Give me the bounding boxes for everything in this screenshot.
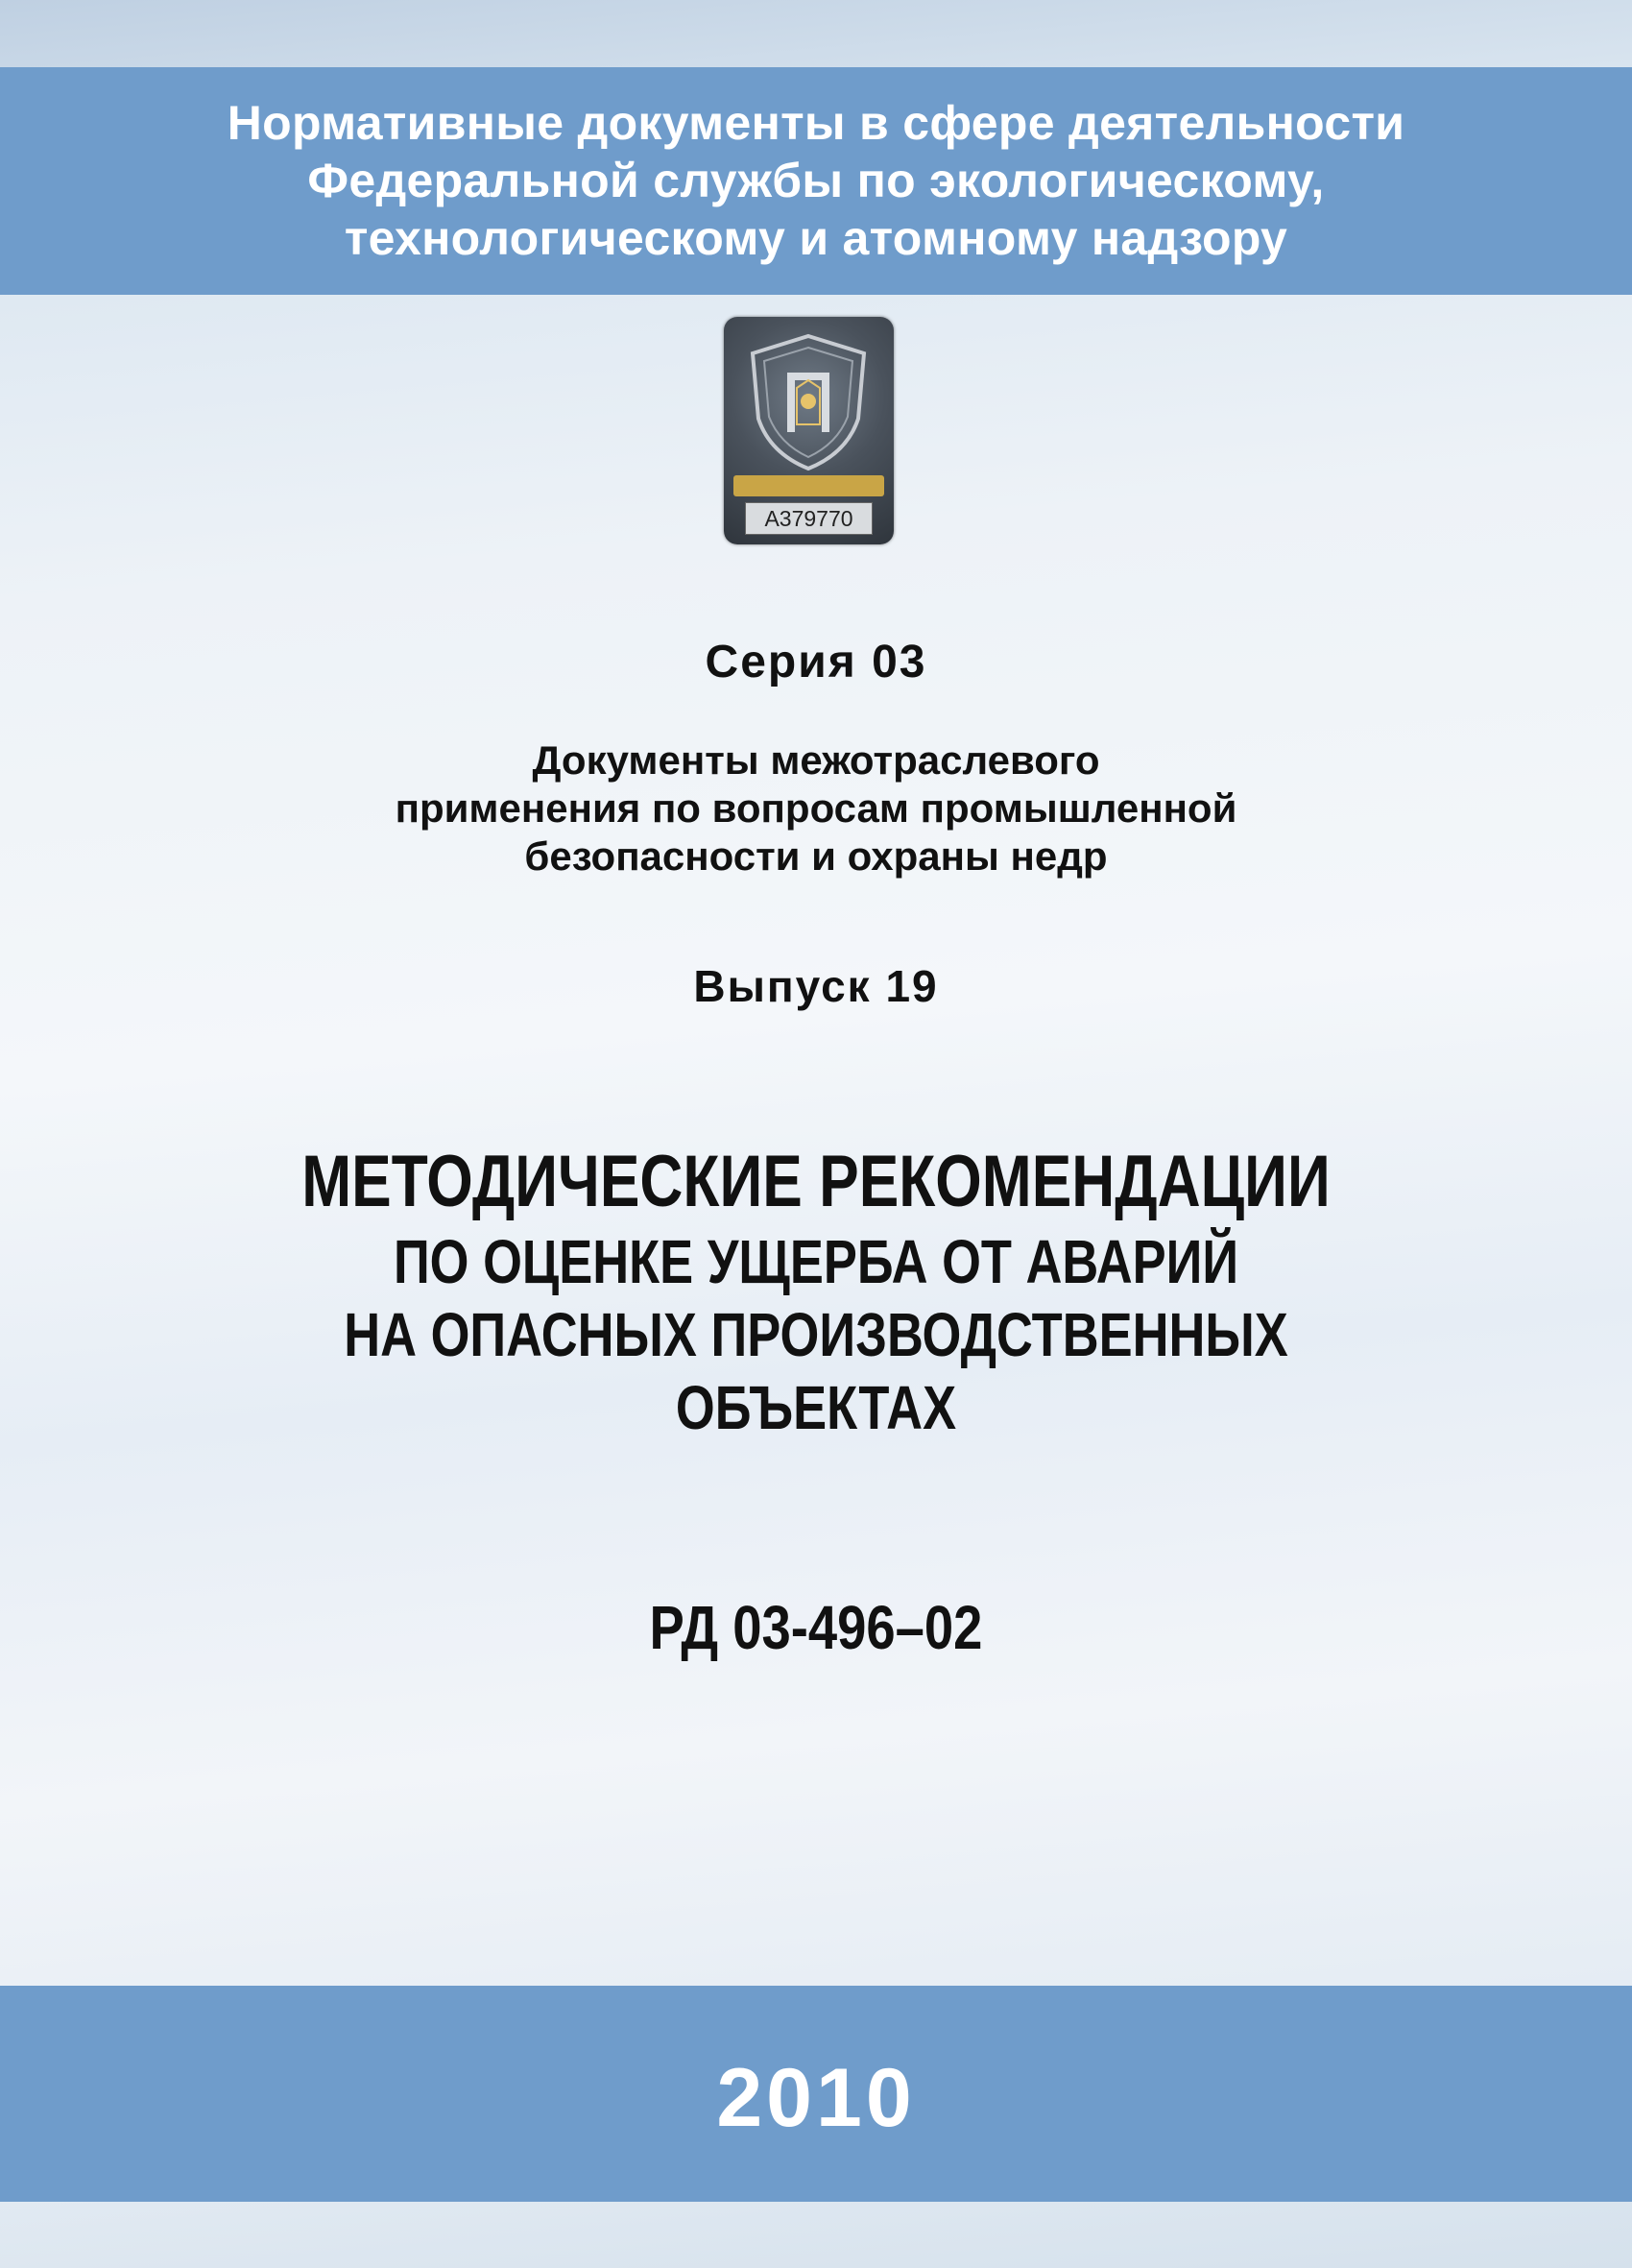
header-title <box>0 94 1632 267</box>
publication-year: 2010 <box>716 2052 916 2144</box>
title-line-4: ОБЪЕКТАХ <box>675 1373 957 1442</box>
header-band <box>0 67 1632 295</box>
series-desc-line-1: Документы межотраслевого <box>532 737 1100 783</box>
series-description <box>0 736 1632 881</box>
header-line-3: технологическому и атомному надзору <box>344 211 1288 265</box>
header-line-1: Нормативные документы в сфере деятельности <box>227 96 1405 150</box>
issue-number: Выпуск 19 <box>693 961 939 1011</box>
hologram-sticker <box>724 317 894 544</box>
document-title <box>0 1139 1632 1444</box>
series-desc-line-3: безопасности и охраны недр <box>524 833 1108 879</box>
agency-label <box>733 475 884 496</box>
header-line-2: Федеральной службы по экологическому, <box>307 154 1325 207</box>
footer-band <box>0 1986 1632 2202</box>
title-line-2: ПО ОЦЕНКЕ УЩЕРБА ОТ АВАРИЙ <box>393 1227 1239 1296</box>
shield-emblem-icon <box>741 330 876 474</box>
serial-number: А379770 <box>745 502 873 535</box>
title-line-1: МЕТОДИЧЕСКИЕ РЕКОМЕНДАЦИИ <box>301 1141 1331 1222</box>
title-line-3: НА ОПАСНЫХ ПРОИЗВОДСТВЕННЫХ <box>344 1300 1288 1369</box>
series-desc-line-2: применения по вопросам промышленной <box>395 785 1237 831</box>
document-code: РД 03-496–02 <box>649 1593 983 1662</box>
series-label: Серия 03 <box>705 637 927 688</box>
